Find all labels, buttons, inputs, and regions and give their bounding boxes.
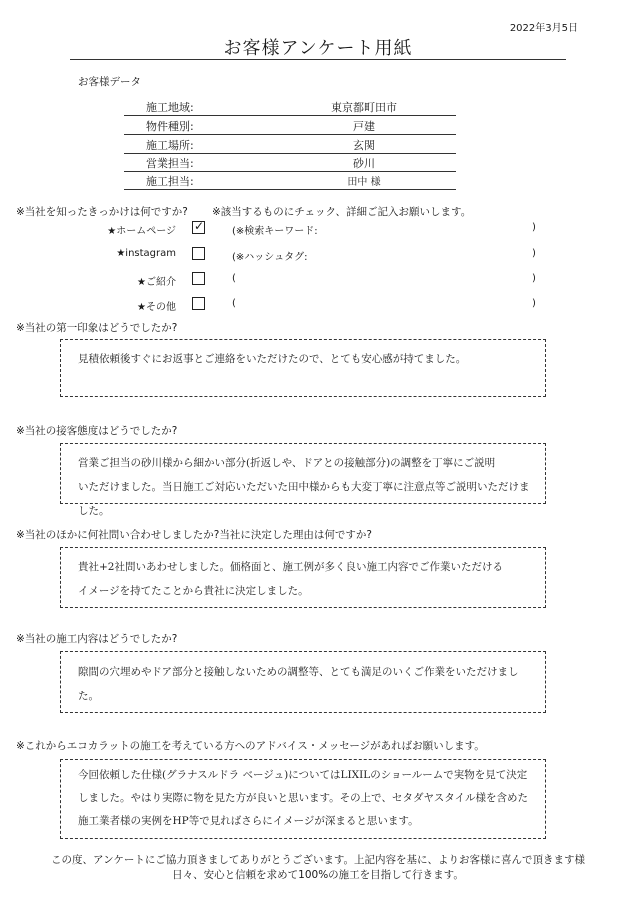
q3-question: ※当社の接客態度はどうでしたか? [16,425,178,437]
answer-line: 見積依頼後すぐにお返事とご連絡をいただけたので、とても安心感が持てました。 [78,353,467,365]
q1-instruction: ※該当するものにチェック、詳細ご記入お願いします。 [212,206,472,218]
data-value: 玄関 [353,139,375,152]
survey-date: 2022年3月5日 [509,23,578,34]
answer-line: 今回依頼した仕様(グラナスルドラ ベージュ)についてはLIXILのショールームで実物を見て決定 [78,769,528,781]
answer-line: 貴社+2社問いあわせしました。価格面と、施工例が多く良い施工内容でご作業いただける [78,561,503,573]
data-row-installer [124,171,456,190]
check-mark-icon: ✓ [194,219,205,233]
data-label: 物件種別: [146,120,194,133]
answer-line: しました。やはり実際に物を見た方が良いと思います。その上で、セタダヤスタイル様を含めた [78,792,529,804]
option-detail-referral: ( [232,273,236,284]
data-value-handwritten: 田中 様 [347,177,381,188]
data-row-type [124,116,456,135]
answer-line: 隙間の穴埋めやドア部分と接触しないための調整等、とても満足のいくご作業をいただけました。 [78,666,519,702]
q5-answer-text [78,660,538,708]
checkbox-other[interactable] [192,297,205,310]
option-label-referral: ★ご紹介 [137,277,176,288]
data-label: 施工担当: [146,175,194,188]
q1-question: ※当社を知ったきっかけは何ですか? [16,206,188,218]
option-label-other: ★その他 [137,302,176,313]
checkbox-homepage[interactable] [192,221,205,234]
data-label: 施工地域: [146,101,194,114]
title-underline [70,59,566,60]
q5-question: ※当社の施工内容はどうでしたか? [16,633,178,645]
answer-line: イメージを持てたことから貴社に決定しました。 [78,585,309,597]
answer-line: いただけました。当日施工ご対応いただいた田中様からも大変丁寧に注意点等ご説明いただけました。 [78,481,530,517]
checkbox-instagram[interactable] [192,247,205,260]
answer-line: 営業ご担当の砂川様から細かい部分(折返しや、ドアとの接触部分)の調整を丁寧にご説明 [78,457,496,469]
checkbox-referral[interactable] [192,272,205,285]
option-label-homepage: ★ホームページ [107,226,176,237]
q2-question: ※当社の第一印象はどうでしたか? [16,322,178,334]
footer-line: 日々、安心と信頼を求めて100%の施工を目指して行きます。 [172,869,464,881]
option-detail-close: ) [532,222,536,233]
option-detail-close: ) [532,298,536,309]
option-detail-close: ) [532,248,536,259]
q2-answer-text [78,347,538,371]
option-detail-hashtag: (※ハッシュタグ: [232,252,308,263]
footer-message [0,853,636,883]
q4-question: ※当社のほかに何社問い合わせしましたか?当社に決定した理由は何ですか? [16,529,372,541]
data-value: 戸建 [353,120,375,133]
q4-answer-text [78,555,538,603]
option-detail-other: ( [232,298,236,309]
data-value: 砂川 [353,157,375,170]
q3-answer-text [78,451,538,523]
option-detail-close: ) [532,273,536,284]
page-title: お客様アンケート用紙 [223,38,413,59]
data-row-location [124,135,456,154]
data-row-sales [124,153,456,172]
data-label: 営業担当: [146,157,194,170]
data-label: 施工場所: [146,139,194,152]
footer-line: この度、アンケートにご協力頂きましてありがとうございます。上記内容を基に、よりお客様に喜んで頂きます様 [50,854,586,866]
data-value: 東京都町田市 [331,101,397,114]
data-row-area [124,97,456,116]
q6-answer-text [78,764,538,833]
q6-question: ※これからエコカラットの施工を考えている方へのアドバイス・メッセージがあればお願いします。 [16,740,485,752]
customer-data-label: お客様データ [78,76,141,88]
answer-line: 施工業者様の実例をHP等で見ればさらにイメージが深まると思います。 [78,815,419,827]
option-detail-keyword: (※検索キーワード: [232,226,318,237]
option-label-instagram: ★instagram [116,248,176,259]
